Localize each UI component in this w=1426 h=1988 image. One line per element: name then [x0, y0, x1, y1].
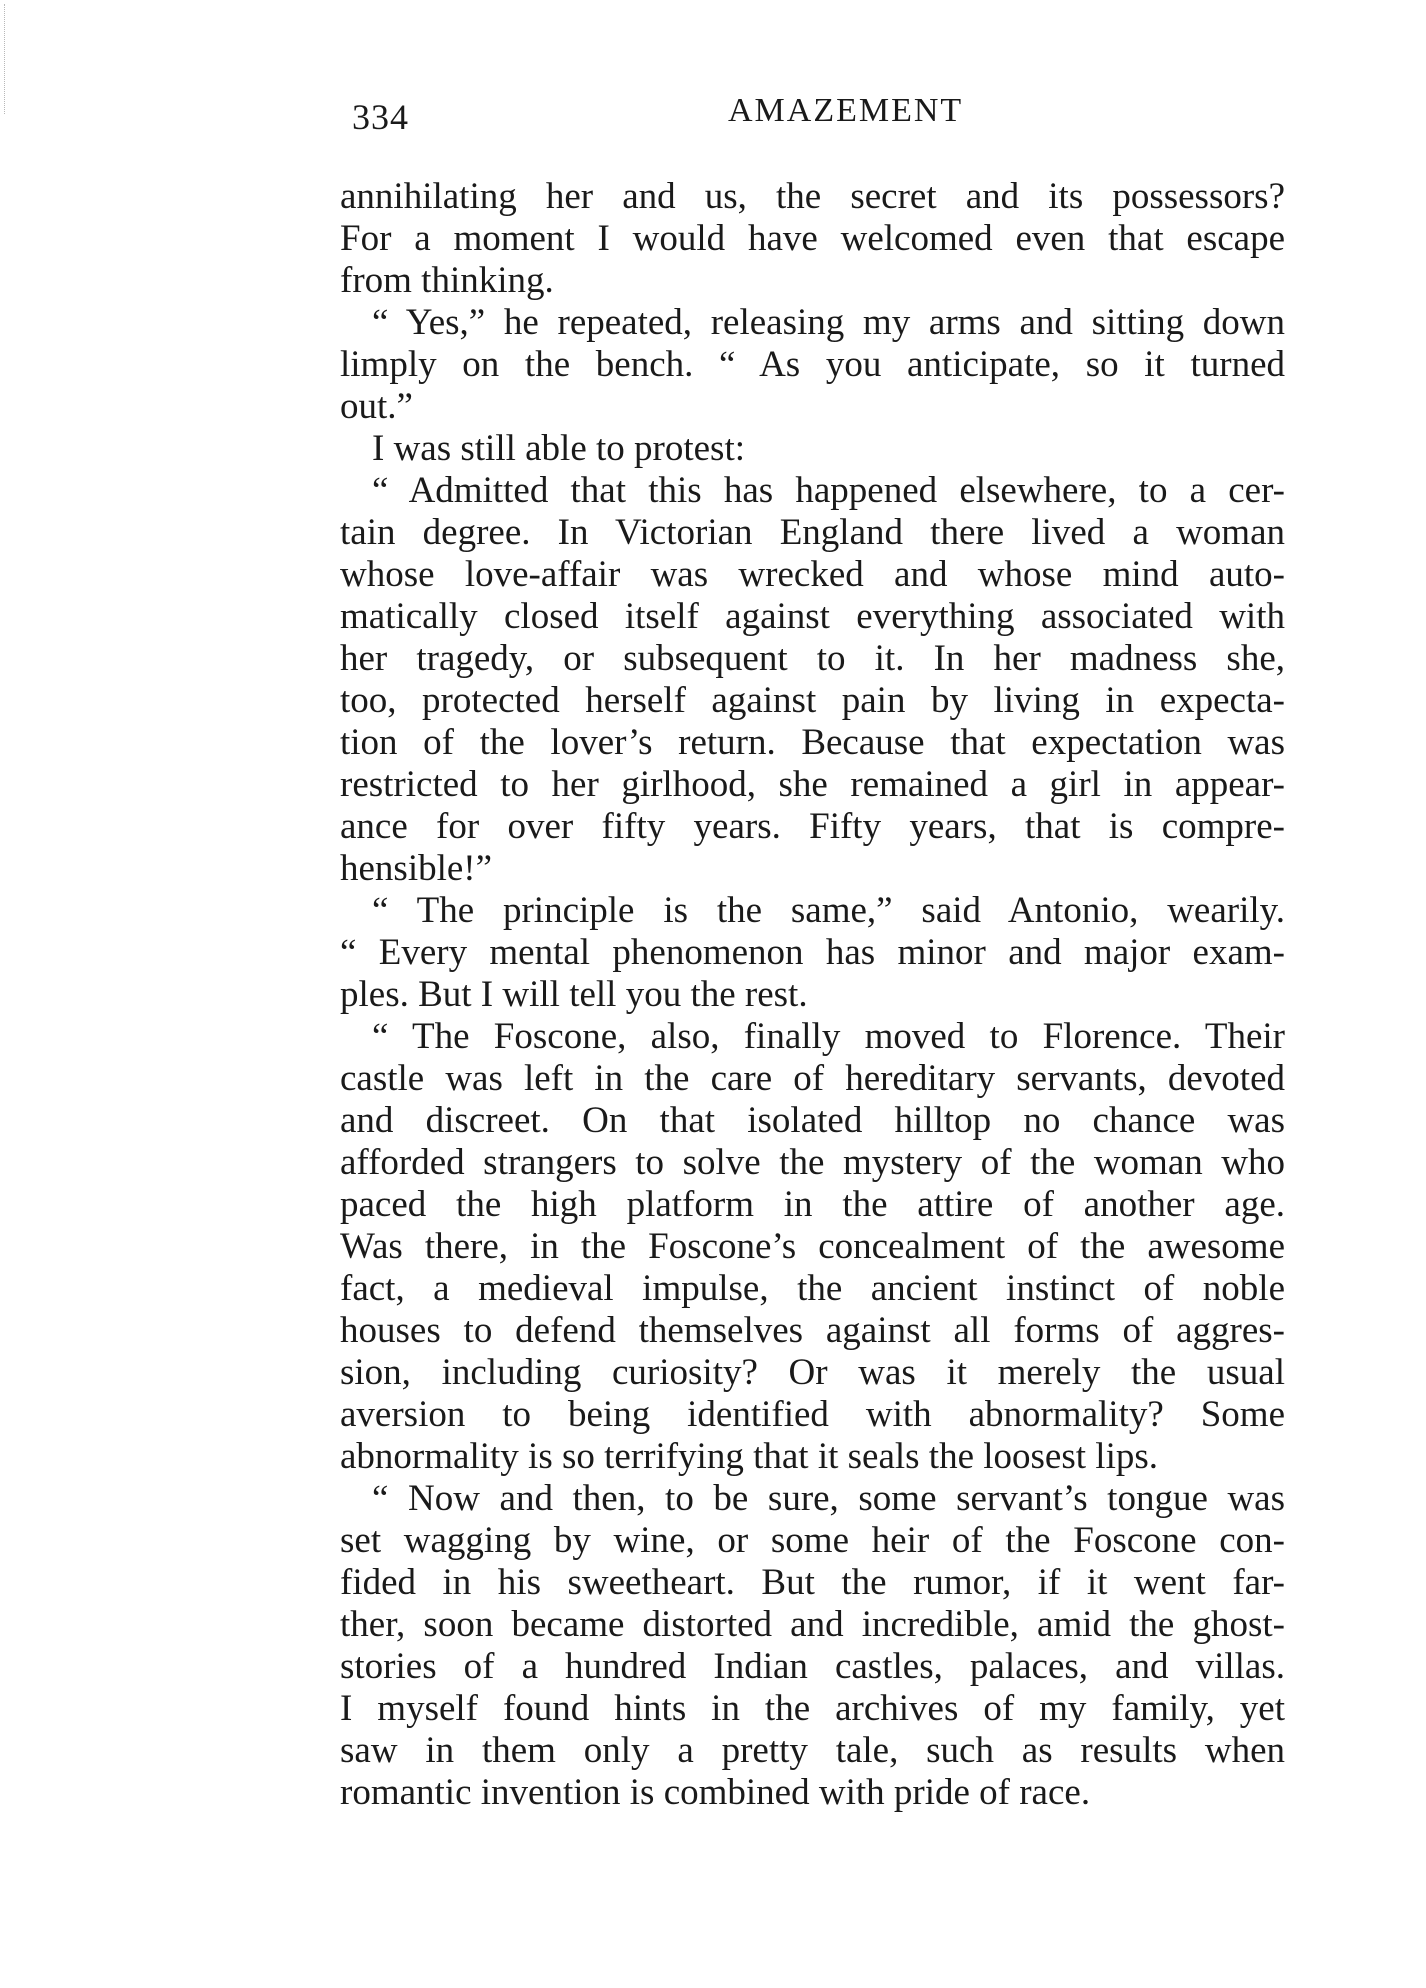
text-line: “ Admitted that this has happened elsewhere, to a cer-: [372, 470, 1285, 511]
text-line: “ Every mental phenomenon has minor and major exam-: [340, 932, 1285, 973]
text-line: ance for over fifty years. Fifty years, that is compre-: [340, 806, 1285, 847]
scan-margin-marks: [4, 4, 9, 114]
text-line: out.”: [340, 386, 413, 427]
running-title: AMAZEMENT: [728, 92, 964, 129]
text-line: from thinking.: [340, 260, 554, 301]
text-line: her tragedy, or subsequent to it. In her madness she,: [340, 638, 1285, 679]
text-line: afforded strangers to solve the mystery of the woman who: [340, 1142, 1285, 1183]
text-line: matically closed itself against everything associated with: [340, 596, 1285, 637]
text-line: fact, a medieval impulse, the ancient instinct of noble: [340, 1268, 1285, 1309]
text-line: too, protected herself against pain by living in expecta-: [340, 680, 1285, 721]
text-line: annihilating her and us, the secret and its possessors?: [340, 176, 1285, 217]
text-line: restricted to her girlhood, she remained a girl in appear-: [340, 764, 1285, 805]
text-line: paced the high platform in the attire of another age.: [340, 1184, 1285, 1225]
text-line: “ The principle is the same,” said Antonio, wearily.: [372, 890, 1285, 931]
text-line: For a moment I would have welcomed even that escape: [340, 218, 1285, 259]
text-line: aversion to being identified with abnormality? Some: [340, 1394, 1285, 1435]
text-line: stories of a hundred Indian castles, palaces, and villas.: [340, 1646, 1285, 1687]
text-line: ples. But I will tell you the rest.: [340, 974, 808, 1015]
running-head: [338, 92, 1298, 156]
text-line: fided in his sweetheart. But the rumor, if it went far-: [340, 1562, 1285, 1603]
text-line: romantic invention is combined with pride of race.: [340, 1772, 1091, 1813]
body-text: [340, 176, 1285, 1814]
text-line: “ Now and then, to be sure, some servant’s tongue was: [372, 1478, 1285, 1519]
text-line: whose love-affair was wrecked and whose mind auto-: [340, 554, 1285, 595]
text-line: and discreet. On that isolated hilltop no chance was: [340, 1100, 1285, 1141]
text-line: Was there, in the Foscone’s concealment of the awesome: [340, 1226, 1285, 1267]
text-line: ther, soon became distorted and incredible, amid the ghost-: [340, 1604, 1285, 1645]
page-number: 334: [352, 97, 409, 137]
text-line: tain degree. In Victorian England there lived a woman: [340, 512, 1285, 553]
text-line: sion, including curiosity? Or was it merely the usual: [340, 1352, 1285, 1393]
text-line: set wagging by wine, or some heir of the Foscone con-: [340, 1520, 1285, 1561]
text-line: castle was left in the care of hereditary servants, devoted: [340, 1058, 1285, 1099]
text-line: I was still able to protest:: [372, 428, 746, 469]
text-line: “ The Foscone, also, finally moved to Florence. Their: [372, 1016, 1285, 1057]
text-line: abnormality is so terrifying that it seals the loosest lips.: [340, 1436, 1158, 1477]
text-line: “ Yes,” he repeated, releasing my arms and sitting down: [372, 302, 1285, 343]
text-line: limply on the bench. “ As you anticipate, so it turned: [340, 344, 1285, 385]
text-line: houses to defend themselves against all forms of aggres-: [340, 1310, 1285, 1351]
text-line: saw in them only a pretty tale, such as results when: [340, 1730, 1285, 1771]
text-line: hensible!”: [340, 848, 493, 889]
text-line: I myself found hints in the archives of my family, yet: [340, 1688, 1285, 1729]
text-line: tion of the lover’s return. Because that expectation was: [340, 722, 1285, 763]
